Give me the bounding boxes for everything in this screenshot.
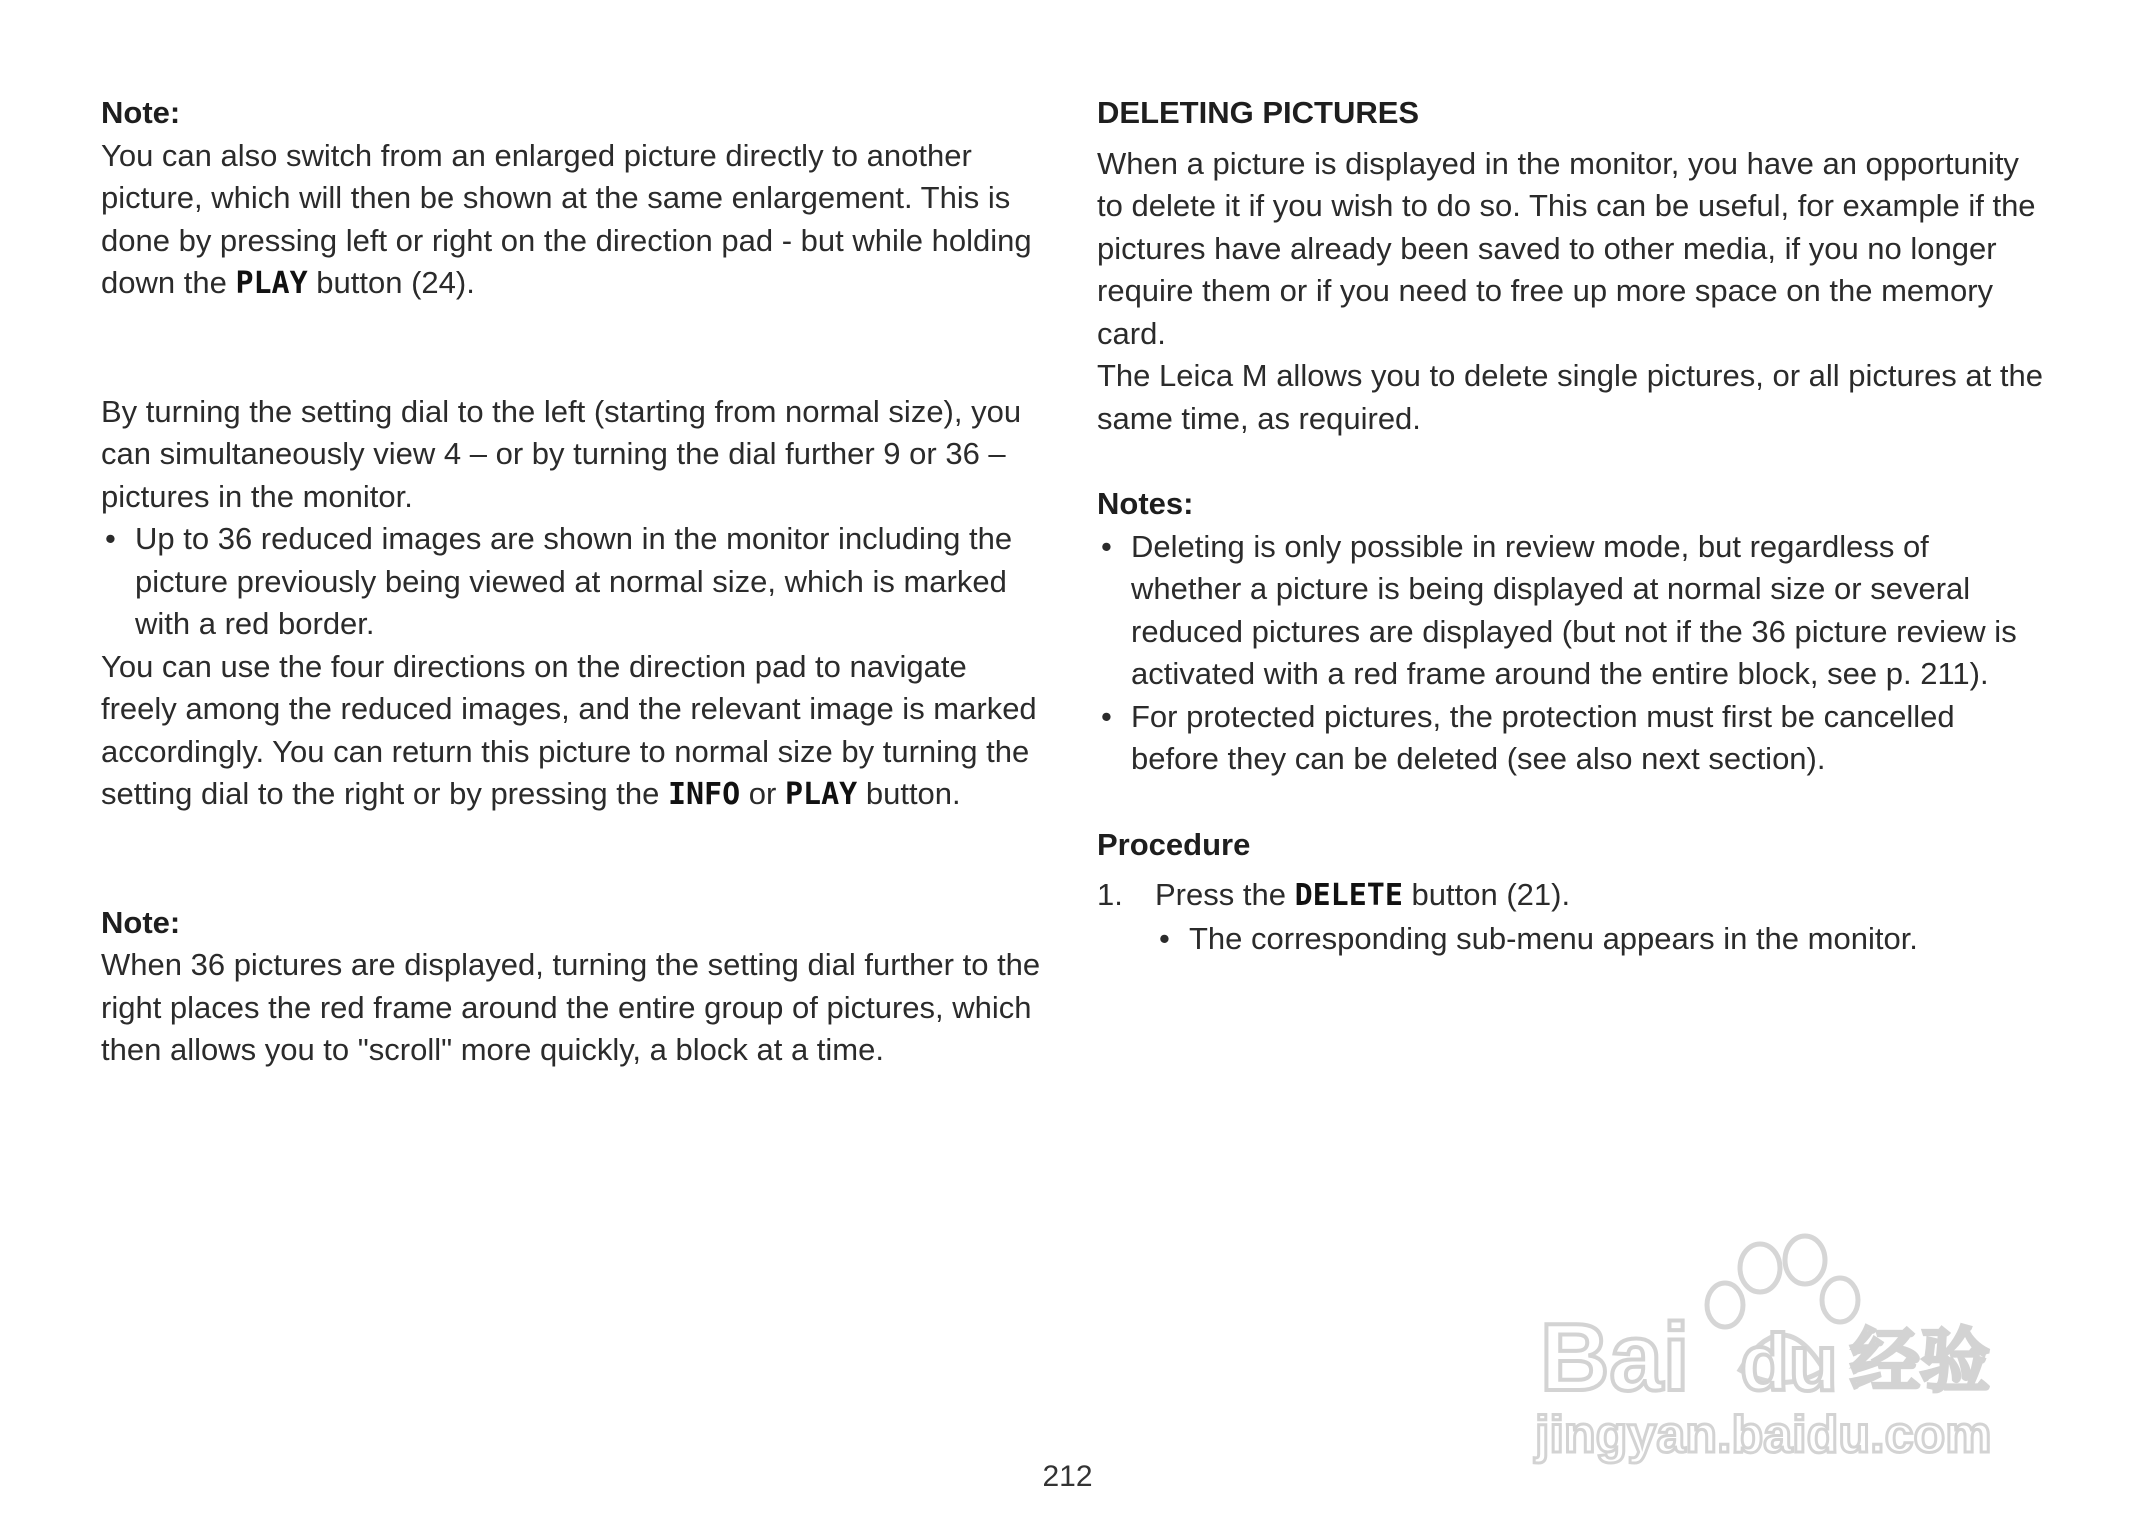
step-text-part: button (21). (1402, 877, 1571, 912)
step-number: 1. (1097, 877, 1123, 912)
note-text-part: button (24). (307, 265, 475, 300)
note-block (101, 902, 1041, 1072)
play-button-label: PLAY (235, 266, 308, 301)
note-text (101, 135, 1041, 306)
step-sub-item: • The corresponding sub-menu appears in the monitor. (1155, 918, 2047, 961)
step-sub-list (1155, 918, 2047, 961)
body-text-part: You can use the four directions on the direction pad to navigate freely among the reduced images, and the relevant image is marked accordingly. You can return this picture to normal size by turning the setting dial to the right or by pressing the (101, 648, 1037, 811)
note-heading: Note: (101, 95, 181, 130)
body-paragraph: By turning the setting dial to the left (starting from normal size), you can simultaneously view 4 – or by turning the dial further 9 or 36 – pictures in the monitor. (101, 393, 1022, 514)
notes-list (1097, 526, 2047, 781)
watermark-brand: 经验 (1850, 1320, 1990, 1402)
notes-item: • For protected pictures, the protection must first be cancelled before they can be deleted (see also next section). (1097, 696, 2047, 781)
watermark-brand: du (1740, 1318, 1838, 1407)
baidu-watermark-logo (1520, 1220, 2020, 1470)
right-column (1097, 92, 2047, 960)
note-heading: Note: (101, 904, 181, 940)
watermark-brand: Bai (1540, 1304, 1690, 1411)
bullet-list (101, 518, 1041, 646)
delete-button-label: DELETE (1294, 878, 1403, 913)
body-text-part: or (740, 776, 785, 811)
page-number: 212 (1042, 1460, 1093, 1493)
note-block (101, 92, 1041, 306)
body-paragraph: The Leica M allows you to delete single pictures, or all pictures at the same time, as required. (1097, 358, 2043, 436)
play-button-label: PLAY (784, 777, 858, 812)
watermark-url: jingyan.baidu.com (1535, 1406, 1992, 1464)
note-text: When 36 pictures are displayed, turning the setting dial further to the right places the red frame around the entire group of pictures, which then allows you to "scroll" more quickly, a block at a time. (101, 947, 1041, 1067)
body-paragraph: When a picture is displayed in the monitor, you have an opportunity to delete it if you wish to do so. This can be useful, for example if the pictures have already been saved to other media, if you no longer require them or if you need to free up more space on the memory card. (1097, 145, 2036, 351)
section-title: DELETING PICTURES (1097, 95, 1420, 130)
note-text-part: You can also switch from an enlarged picture directly to another picture, which will then be shown at the same enlargement. This is done by pressing left or right on the direction pad - but while holding down the (101, 137, 1032, 300)
notes-item: • Deleting is only possible in review mode, but regardless of whether a picture is being displayed at normal size or several reduced pictures are displayed (but not if the 36 picture review is activated with a red frame around the entire block, see p. 211). (1097, 526, 2047, 696)
body-paragraph (101, 646, 1041, 817)
step-text-part: Press the (1155, 877, 1295, 912)
info-button-label: INFO (667, 777, 741, 812)
body-text-part: button. (857, 776, 961, 811)
notes-heading: Notes: (1097, 486, 1194, 521)
procedure-heading: Procedure (1097, 826, 1251, 862)
bullet-item: • Up to 36 reduced images are shown in the monitor including the picture previously being viewed at normal size, which is marked with a red border. (101, 518, 1041, 646)
left-column (101, 92, 1041, 1072)
procedure-step (1097, 874, 2047, 960)
